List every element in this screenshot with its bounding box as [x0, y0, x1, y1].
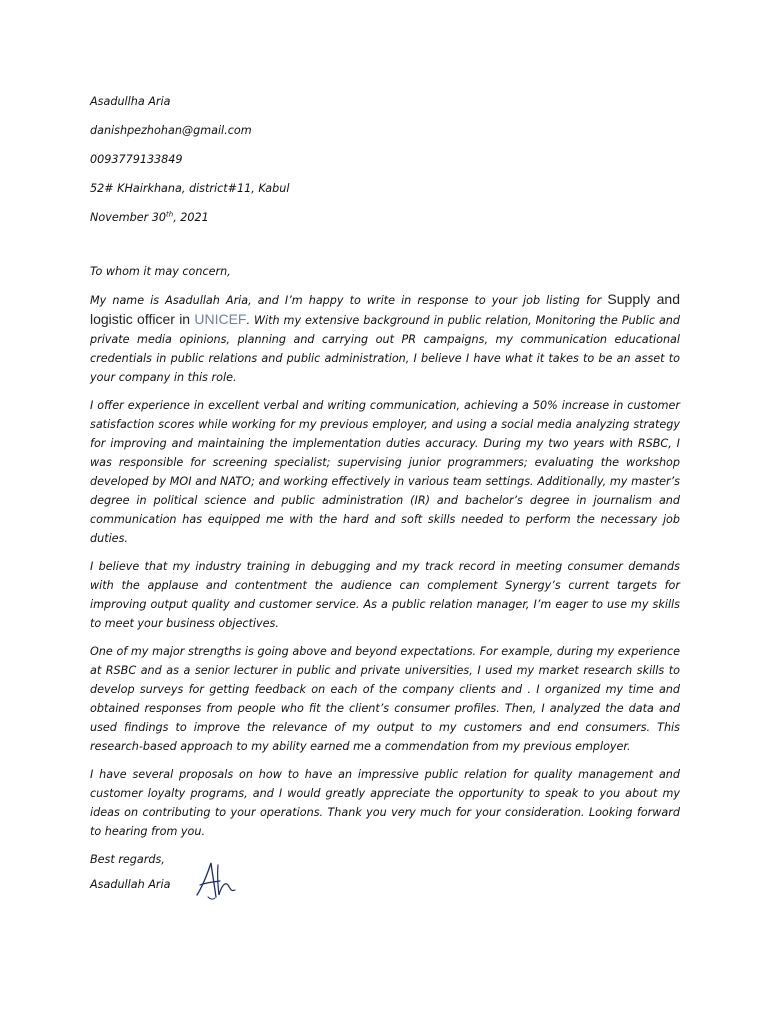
strengths-paragraph: One of my major strengths is going above and beyond expectations. For example, during my experience at RSBC and as a senior lecturer in public and private universities, I used my market research skills to develop surveys for getting feedback on each of the company clients and . I organized my time and obtained responses from people who fit the client’s consumer profiles. Then, I analyzed the data and used findings to improve the relevance of my output to my customers and end consumers. This research-based approach to my ability earned me a commendation from my previous employer. — [90, 645, 680, 753]
training-paragraph: I believe that my industry training in debugging and my track record in meeting consumer demands with the applause and contentment the audience can complement Synergy’s current targets for improving output quality and customer service. As a public relation manager, I’m eager to use my skills to meet your business objectives. — [90, 560, 680, 630]
letter-date — [90, 208, 680, 237]
closing: Best regards, — [90, 853, 165, 866]
cover-letter — [90, 92, 680, 905]
experience-paragraph: I offer experience in excellent verbal and writing communication, achieving a 50% increase in customer satisfaction scores while working for my previous employer, and using a social media analyzing strategy for improving and maintaining the implementation duties accuracy. During my two years with RSBC, I was responsible for screening specialist; supervising junior programmers; evaluating the workshop developed by MOI and NATO; and working effectively in various team settings. Additionally, my master’s degree in political science and public administration (IR) and bachelor’s degree in journalism and communication has equipped me with the hard and soft skills needed to perform the necessary job duties. — [90, 399, 680, 545]
salutation: To whom it may concern, — [90, 265, 231, 278]
organization-name: UNICEF — [194, 311, 247, 327]
signature-block — [90, 869, 680, 905]
handwritten-signature — [194, 857, 238, 903]
date-prefix: November 30 — [90, 211, 166, 224]
sender-phone: 0093779133849 — [90, 153, 183, 166]
signature-name: Asadullah Aria — [90, 878, 171, 891]
intro-paragraph — [90, 290, 680, 387]
date-year: , 2021 — [173, 211, 209, 224]
date-suffix: th — [166, 210, 174, 219]
sender-name: Asadullha Aria — [90, 95, 171, 108]
sender-address: 52# KHairkhana, district#11, Kabul — [90, 182, 290, 195]
intro-part1: My name is Asadullah Aria, and I’m happy to write in response to your job listing for — [90, 294, 608, 307]
proposals-paragraph: I have several proposals on how to have an impressive public relation for quality management and customer loyalty programs, and I would greatly appreciate the opportunity to speak to you about my ideas on contributing to your operations. Thank you very much for your consideration. Looking forward to hearing from you. — [90, 768, 680, 838]
intro-part2: . With my extensive background in public relation, Monitoring the Public and private media opinions, planning and carrying out PR campaigns, my communication educational credentials in public relations and public administration, I believe I have what it takes to be an asset to your company in this role. — [90, 314, 680, 384]
sender-email: danishpezhohan@gmail.com — [90, 124, 252, 137]
job-position: Supply and logistic officer in — [90, 291, 680, 327]
